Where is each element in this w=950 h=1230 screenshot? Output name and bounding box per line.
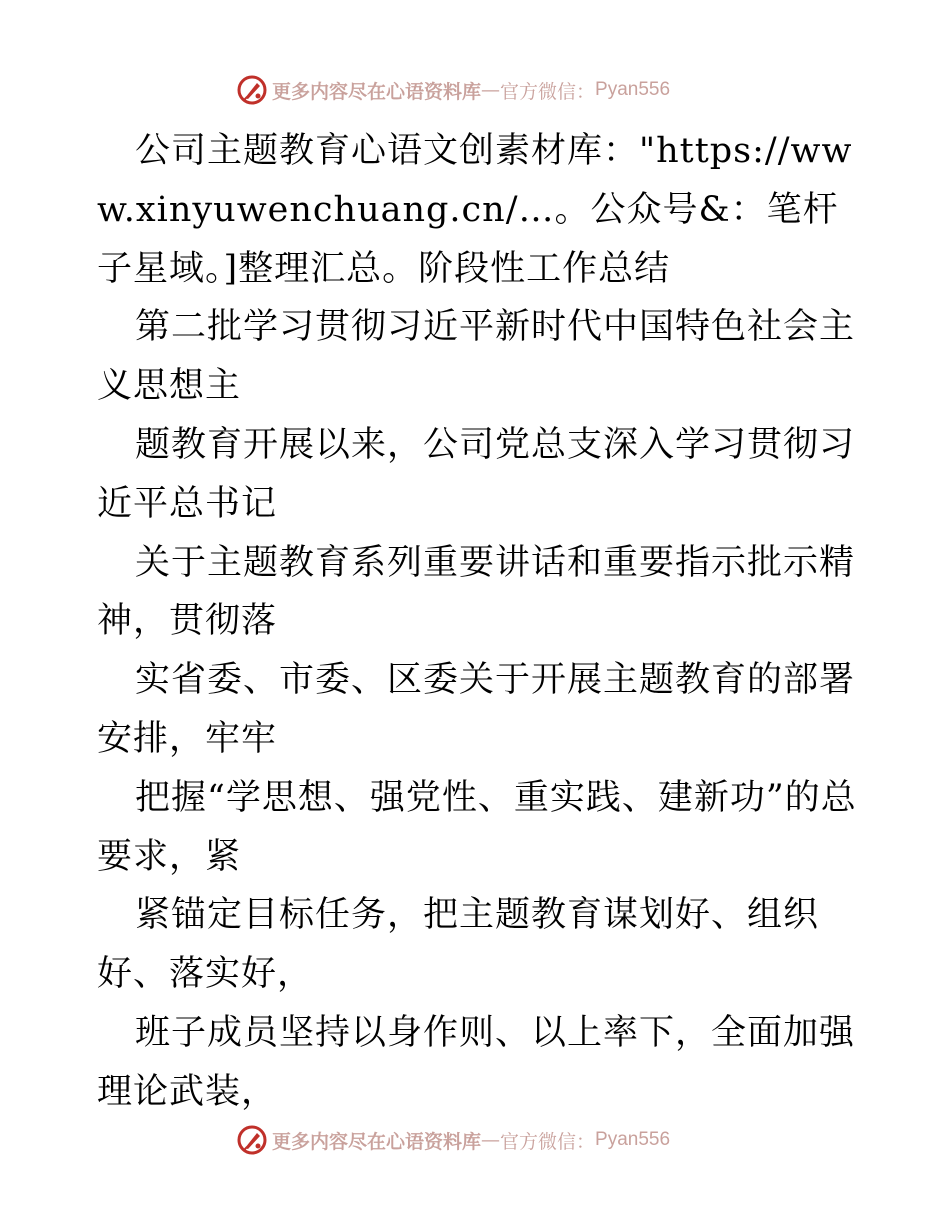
quill-pen-seal-icon bbox=[236, 1124, 268, 1156]
footer-wechat-id: Pyan556 bbox=[595, 1129, 671, 1150]
paragraph: 题教育开展以来，公司党总支深入学习贯彻习近平总书记 bbox=[97, 424, 856, 524]
header-wechat-label: 官方微信： bbox=[500, 80, 596, 103]
paragraph: 公司主题教育心语文创素材库："https://www.xinyuwenchuang.cn/…。公众号&：笔杆子星域。]整理汇总。阶段性工作总结 bbox=[97, 131, 853, 289]
paragraph: 关于主题教育系列重要讲话和重要指示批示精神，贯彻落 bbox=[97, 542, 856, 642]
document-body bbox=[97, 122, 857, 1122]
paragraph: 把握“学思想、强党性、重实践、建新功”的总要求，紧 bbox=[97, 777, 857, 877]
footer-separator: — bbox=[481, 1129, 501, 1151]
footer-banner bbox=[236, 1122, 716, 1158]
paragraph: 实省委、市委、区委关于开展主题教育的部署安排，牢牢 bbox=[97, 660, 856, 759]
header-site-text: 更多内容尽在心语资料库 bbox=[272, 80, 482, 103]
header-wechat-id: Pyan556 bbox=[595, 79, 671, 100]
header-separator: — bbox=[481, 79, 501, 101]
paragraph: 班子成员坚持以身作则、以上率下，全面加强理论武装， bbox=[97, 1012, 856, 1112]
quill-pen-seal-icon bbox=[236, 74, 268, 106]
footer-wechat-label: 官方微信： bbox=[500, 1130, 596, 1153]
paragraph: 紧锚定目标任务，把主题教育谋划好、组织好、落实好， bbox=[97, 895, 820, 995]
header-banner bbox=[236, 72, 716, 108]
paragraph: 第二批学习贯彻习近平新时代中国特色社会主义思想主 bbox=[97, 307, 856, 407]
footer-site-text: 更多内容尽在心语资料库 bbox=[272, 1130, 482, 1153]
